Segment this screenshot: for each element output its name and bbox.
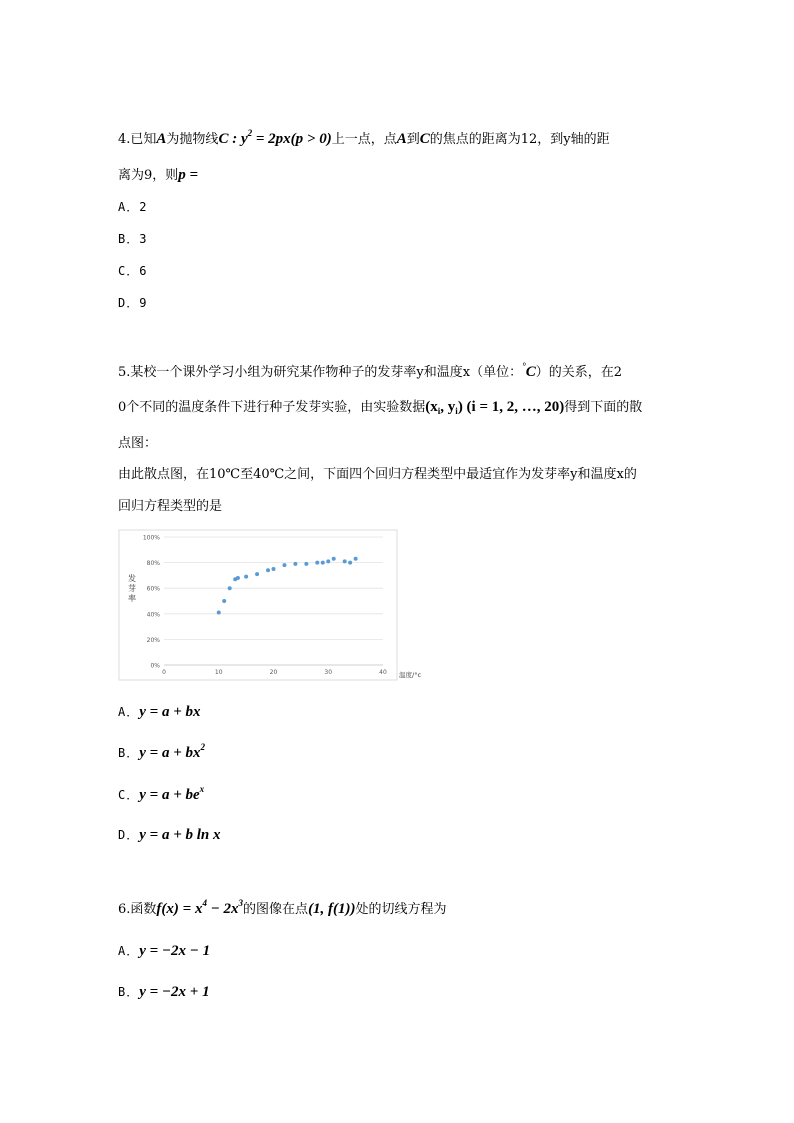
q5-text: 得到下面的散	[564, 400, 643, 415]
x-tick-label: 10	[214, 669, 223, 676]
option-label: D．	[118, 828, 140, 842]
data-point	[236, 576, 240, 580]
option-label: C．	[118, 788, 140, 802]
q5-text: 5.某校一个课外学习小组为研究某作物种子的发芽率y和温度x（单位：	[118, 365, 523, 380]
y-tick-label: 80%	[146, 560, 160, 568]
q6-point: (1, f(1))	[308, 901, 356, 917]
option-label: A．	[118, 944, 140, 958]
data-point	[348, 561, 352, 565]
q5-text: 0个不同的温度条件下进行种子发芽实验，由实验数据	[118, 400, 426, 415]
q4-var-c: C	[419, 131, 430, 147]
q4-text: 为抛物线	[166, 132, 219, 147]
data-point	[332, 557, 336, 561]
q4-var-p: p =	[178, 167, 199, 183]
q4-text: 4.已知	[118, 132, 157, 147]
q6-text: 6.函数	[118, 902, 157, 917]
data-point	[321, 561, 325, 565]
x-tick-label: 30	[324, 669, 333, 676]
data-point	[326, 559, 330, 563]
data-point	[354, 557, 358, 561]
q6-text: 的图像在点	[243, 902, 309, 917]
data-point	[272, 567, 276, 571]
q4-text: 到	[406, 132, 420, 147]
chart-frame	[119, 530, 397, 680]
data-point	[222, 599, 226, 603]
q5-option-c-eq: $y = a + be^x$	[139, 784, 205, 803]
q5-unit-celsius: °C	[522, 361, 536, 380]
y-tick-label: 60%	[146, 585, 160, 593]
q5-line-1	[118, 363, 622, 382]
q4-line-1	[118, 130, 610, 149]
q5-text: ）的关系，在2	[535, 365, 622, 380]
q6-option-a[interactable]	[118, 942, 210, 961]
y-axis-label: 发芽率	[128, 574, 136, 603]
data-point	[217, 611, 221, 615]
y-tick-label: 40%	[146, 611, 160, 619]
q4-option-b[interactable]: B．3	[118, 232, 148, 246]
q5-option-a-eq: y = a + bx	[139, 704, 201, 720]
q4-option-a[interactable]: A．2	[118, 200, 148, 214]
data-point	[228, 586, 232, 590]
q4-var-a: A	[156, 131, 167, 147]
data-point	[266, 568, 270, 572]
y-tick-label: 100%	[142, 534, 160, 542]
q4-text: 上一点，点	[331, 132, 397, 147]
q4-text: 的焦点的距离为12，到y轴的距	[429, 132, 610, 147]
q4-option-c[interactable]: C．6	[118, 264, 148, 278]
q5-option-c[interactable]	[118, 786, 204, 805]
data-point	[244, 575, 248, 579]
q5-option-d[interactable]	[118, 826, 221, 845]
q5-line-3: 点图：	[118, 436, 158, 451]
option-label: B．	[118, 746, 140, 760]
data-point	[315, 561, 319, 565]
data-point	[255, 572, 259, 576]
q6-option-a-eq: y = −2x − 1	[139, 943, 211, 959]
q4-parabola-eq: C : $y^2 = 2px(p > 0)$	[218, 128, 332, 147]
q4-line-2	[118, 166, 198, 185]
q5-option-a[interactable]	[118, 703, 201, 722]
x-tick-label: 0	[162, 669, 166, 676]
data-point	[304, 562, 308, 566]
q5-option-d-eq: y = a + b ln x	[139, 827, 221, 843]
x-tick-label: 20	[269, 669, 278, 676]
q5-option-b-eq: $y = a + bx^2$	[139, 742, 205, 761]
q6-option-b[interactable]	[118, 983, 210, 1002]
data-point	[293, 562, 297, 566]
q4-var-a: A	[396, 131, 407, 147]
x-axis-label: 温度/°c	[399, 671, 422, 679]
q4-text: 离为9，则	[118, 168, 179, 183]
q6-line-1	[118, 900, 447, 919]
y-tick-label: 0%	[150, 662, 160, 670]
option-label: A．	[118, 705, 140, 719]
option-label: B．	[118, 985, 140, 999]
data-point	[343, 559, 347, 563]
q6-text: 处的切线方程为	[355, 902, 447, 917]
q6-function-eq: $f(x) = x^4 - 2x^3$	[156, 898, 244, 917]
scatter-chart	[118, 529, 422, 681]
q5-line-2	[118, 398, 642, 417]
y-tick-label: 20%	[146, 636, 160, 644]
q5-option-b[interactable]	[118, 744, 205, 763]
q4-option-d[interactable]: D．9	[118, 296, 148, 310]
q5-line-5: 回归方程类型的是	[118, 499, 223, 514]
q5-line-4: 由此散点图，在10℃至40℃之间，下面四个回归方程类型中最适宜作为发芽率y和温度x的	[118, 467, 637, 482]
q5-data-eq: ($x_i$, $y_i$) (i = 1, 2, …, 20)	[425, 399, 565, 416]
x-tick-label: 40	[379, 669, 387, 676]
q6-option-b-eq: y = −2x + 1	[139, 984, 210, 1000]
data-point	[282, 563, 286, 567]
